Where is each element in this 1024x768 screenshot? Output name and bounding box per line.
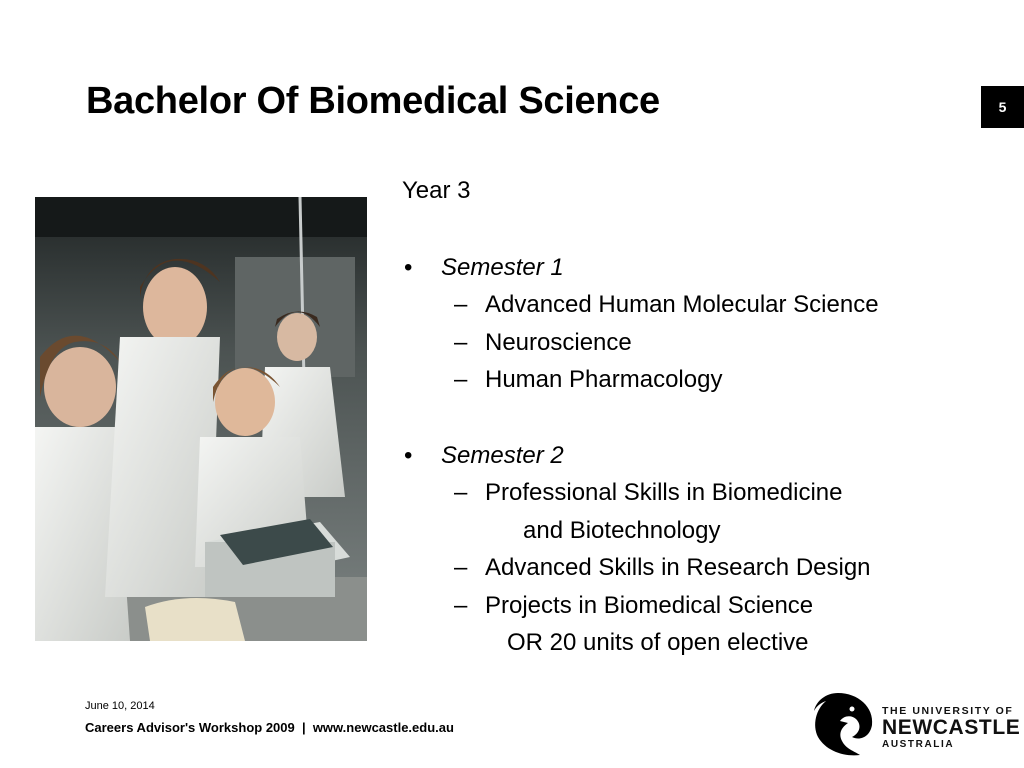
semester-2-item: Advanced Skills in Research Design [485,554,871,581]
semester-2-item-continuation: and Biotechnology [523,517,721,544]
seahorse-icon [808,689,878,759]
logo-line-1: THE UNIVERSITY OF [882,705,1014,717]
logo-text [882,705,1020,750]
bullet-semester-2: • [404,442,413,469]
year-heading: Year 3 [402,177,471,204]
dash: – [454,366,468,393]
university-logo [808,688,1021,760]
dash: – [454,479,468,506]
semester-2-item: Professional Skills in Biomedicine [485,479,843,506]
logo-line-3: AUSTRALIA [882,739,955,750]
semester-1-item: Human Pharmacology [485,366,723,393]
semester-2-label: Semester 2 [441,442,564,469]
dash: – [454,554,468,581]
semester-1-item: Neuroscience [485,329,632,356]
lab-students-photo [35,197,367,641]
semester-1-label: Semester 1 [441,254,564,281]
page-number-badge: 5 [981,86,1024,128]
dash: – [454,291,468,318]
semester-1-item: Advanced Human Molecular Science [485,291,879,318]
logo-line-2: NEWCASTLE [882,716,1021,739]
dash: – [454,592,468,619]
bullet-semester-1: • [404,254,413,281]
dash: – [454,329,468,356]
semester-2-item: Projects in Biomedical Science [485,592,814,619]
footer-date: June 10, 2014 [85,700,155,712]
slide-title: Bachelor Of Biomedical Science [86,80,660,122]
footer-text: Careers Advisor's Workshop 2009 | www.newcastle.edu.au [85,720,454,735]
semester-2-item-continuation: OR 20 units of open elective [507,629,809,656]
